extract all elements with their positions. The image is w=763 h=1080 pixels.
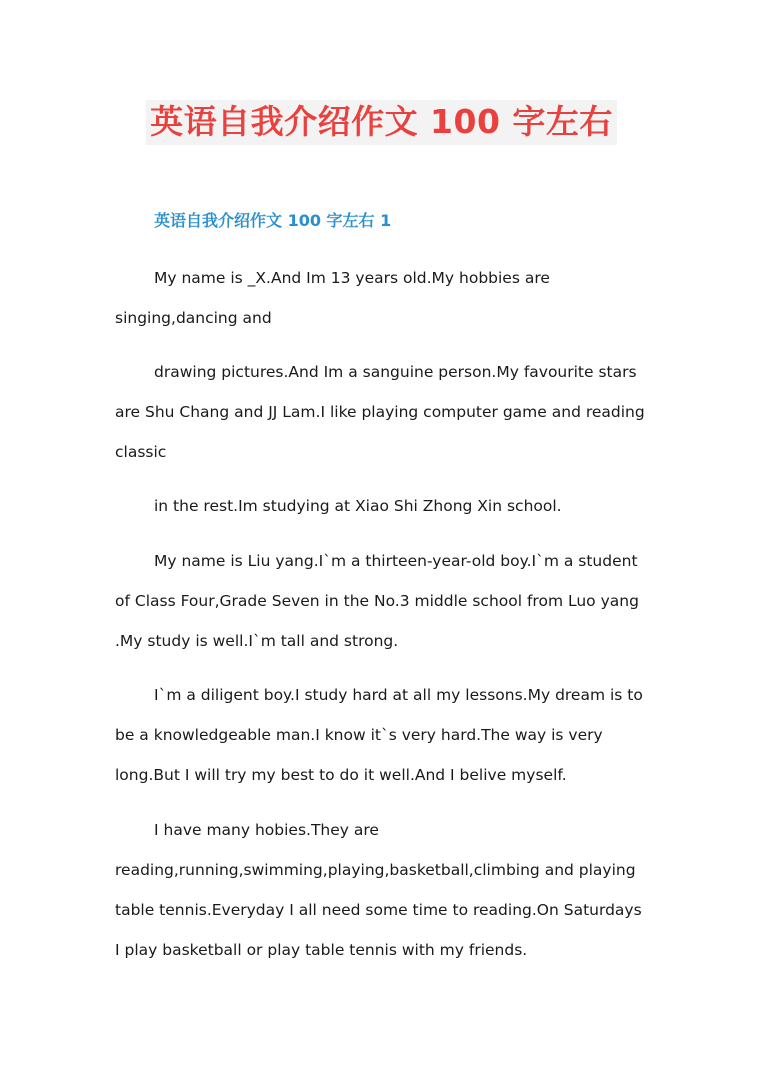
paragraph-line: reading,running,swimming,playing,basketball,climbing and playing — [115, 861, 636, 879]
paragraph-1 — [115, 258, 655, 338]
page-title: 英语自我介绍作文 100 字左右 — [146, 100, 617, 145]
paragraph-line: I play basketball or play table tennis with my friends. — [115, 941, 528, 959]
paragraph-line: be a knowledgeable man.I know it`s very hard.The way is very — [115, 726, 603, 744]
title-container — [0, 100, 763, 145]
paragraph-line: classic — [115, 443, 167, 461]
paragraph-line: are Shu Chang and JJ Lam.I like playing computer game and reading — [115, 403, 645, 421]
paragraph-line: .My study is well.I`m tall and strong. — [115, 632, 399, 650]
paragraph-line: drawing pictures.And Im a sanguine person.My favourite stars — [154, 363, 637, 381]
paragraph-line: of Class Four,Grade Seven in the No.3 middle school from Luo yang — [115, 592, 639, 610]
paragraph-line: I`m a diligent boy.I study hard at all my lessons.My dream is to — [154, 686, 643, 704]
paragraph-line: My name is _X.And Im 13 years old.My hobbies are — [154, 269, 550, 287]
paragraph-2 — [115, 352, 655, 472]
paragraph-line: table tennis.Everyday I all need some time to reading.On Saturdays — [115, 901, 642, 919]
section-heading: 英语自我介绍作文 100 字左右 1 — [154, 211, 392, 230]
paragraph-line: long.But I will try my best to do it well.And I belive myself. — [115, 766, 567, 784]
paragraph-6 — [115, 810, 655, 970]
paragraph-line: singing,dancing and — [115, 309, 272, 327]
paragraph-4 — [115, 541, 655, 661]
paragraph-5 — [115, 675, 655, 795]
paragraph-line: I have many hobies.They are — [154, 821, 379, 839]
paragraph-line: My name is Liu yang.I`m a thirteen-year-old boy.I`m a student — [154, 552, 638, 570]
paragraph-line: in the rest.Im studying at Xiao Shi Zhong Xin school. — [154, 497, 562, 515]
paragraph-3 — [115, 486, 655, 526]
